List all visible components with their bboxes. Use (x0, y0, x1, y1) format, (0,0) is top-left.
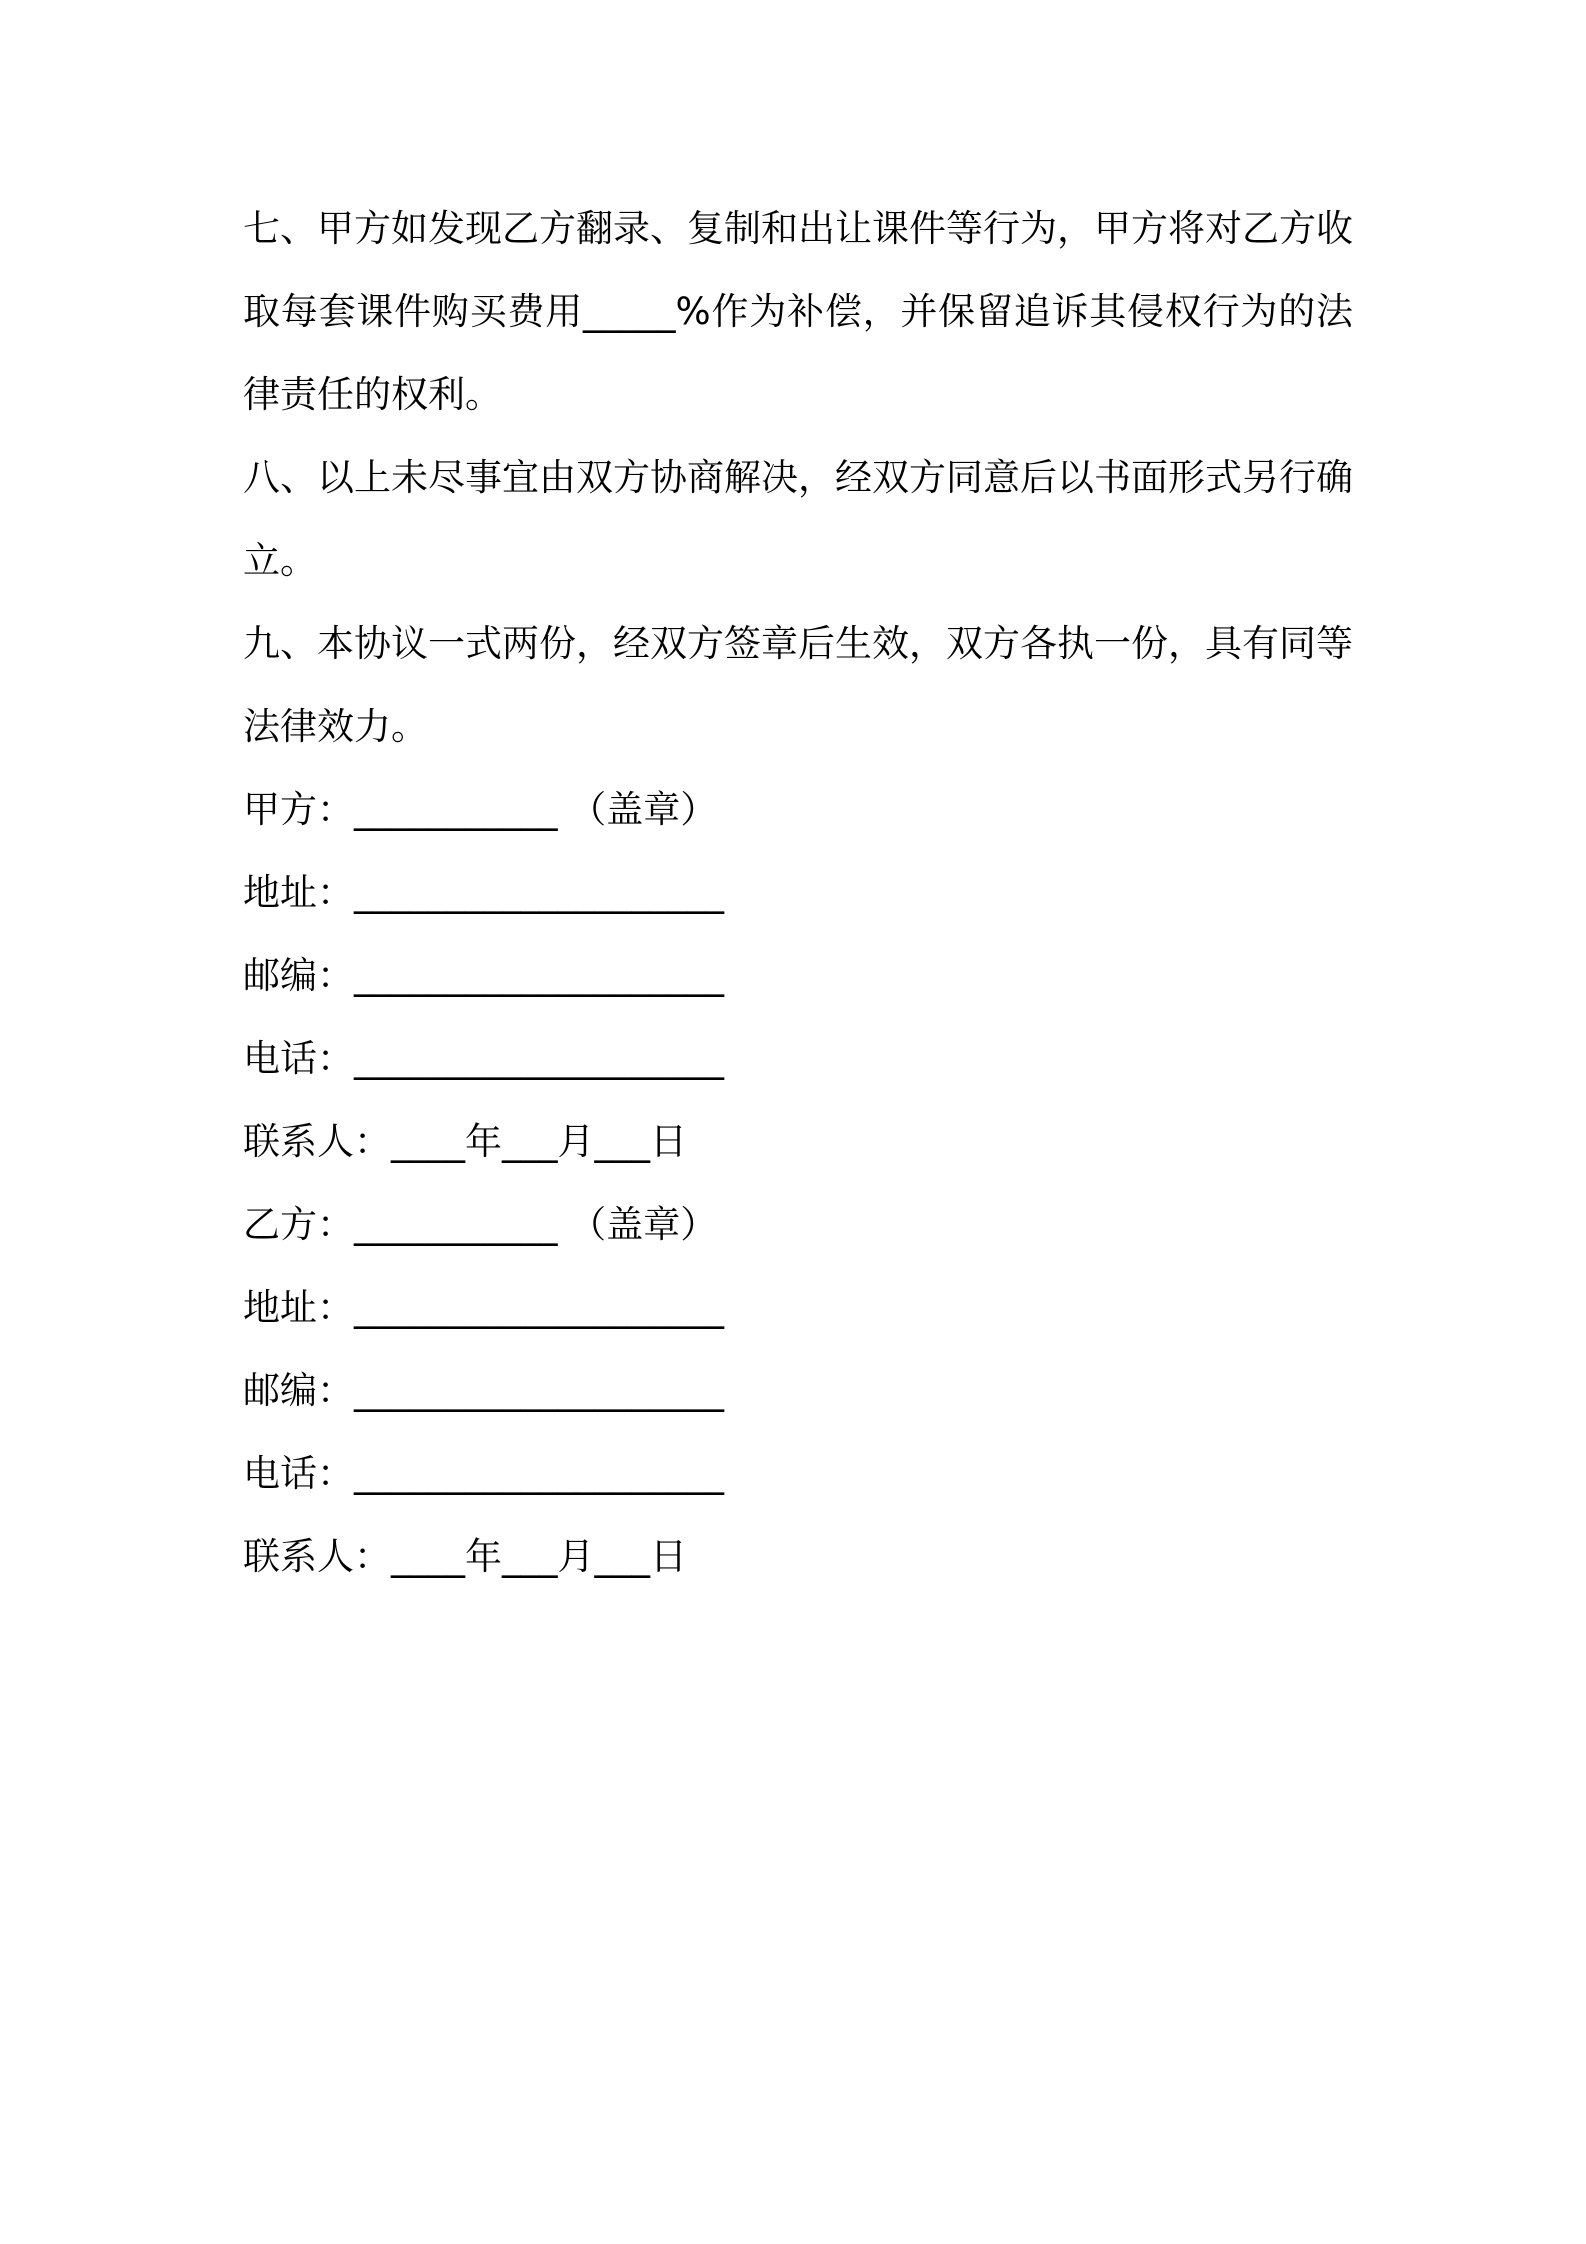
clause-eight-line-2: 立。 (243, 539, 317, 582)
clause-nine-line-2: 法律效力。 (243, 705, 428, 748)
party-a-phone-field: 电话：____________________ (243, 1037, 724, 1080)
party-a-name-field: 甲方：___________ （盖章） (243, 788, 718, 831)
clause-seven-line-3: 律责任的权利。 (243, 373, 502, 416)
clause-seven-line-1: 七、甲方如发现乙方翻录、复制和出让课件等行为，甲方将对乙方收 (243, 207, 1353, 250)
clause-eight-line-1: 八、以上未尽事宜由双方协商解决，经双方同意后以书面形式另行确 (243, 456, 1353, 499)
clause-seven-line-2: 取每套课件购买费用_____%作为补偿，并保留追诉其侵权行为的法 (243, 290, 1353, 333)
party-a-contact-date-field: 联系人：____年___月___日 (243, 1120, 687, 1163)
party-b-address-field: 地址：____________________ (243, 1286, 724, 1329)
party-b-contact-date-field: 联系人：____年___月___日 (243, 1535, 687, 1578)
party-b-postcode-field: 邮编：____________________ (243, 1369, 724, 1412)
party-b-phone-field: 电话：____________________ (243, 1452, 724, 1495)
party-a-postcode-field: 邮编：____________________ (243, 954, 724, 997)
clause-nine-line-1: 九、本协议一式两份，经双方签章后生效，双方各执一份，具有同等 (243, 622, 1353, 665)
party-b-name-field: 乙方：___________ （盖章） (243, 1203, 718, 1246)
party-a-address-field: 地址：____________________ (243, 871, 724, 914)
